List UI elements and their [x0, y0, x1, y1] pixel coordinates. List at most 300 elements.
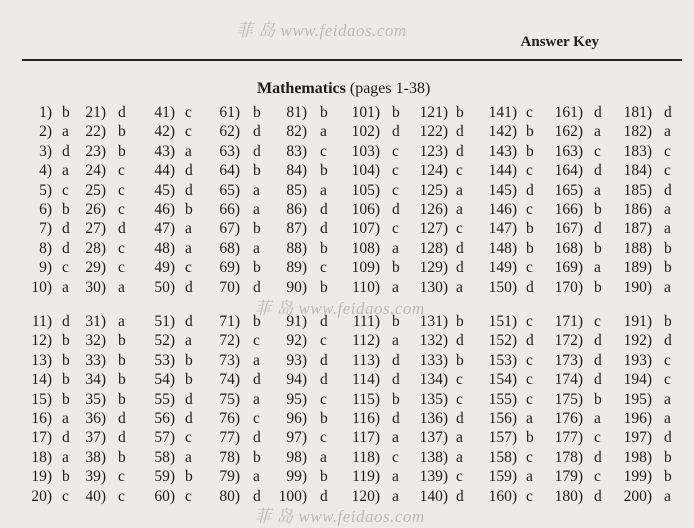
answer-letter: c — [62, 181, 69, 199]
question-number: 183) — [623, 142, 652, 160]
question-number: 114) — [352, 371, 380, 389]
answer-letter: c — [253, 332, 260, 350]
question-number: 147) — [488, 220, 517, 238]
answer-letter: c — [118, 239, 125, 257]
question-number: 155) — [488, 390, 517, 408]
question-number: 128) — [419, 239, 448, 257]
question-number: 121) — [419, 104, 448, 121]
answer-letter: b — [320, 278, 328, 296]
question-number: 126) — [419, 201, 448, 218]
question-number: 194) — [623, 371, 652, 389]
answer-letter: c — [185, 123, 192, 141]
answer-letter: c — [594, 313, 601, 330]
question-number: 187) — [623, 220, 652, 238]
question-number: 190) — [623, 278, 652, 296]
question-number: 96) — [286, 410, 307, 427]
watermark-text: www.feidaos.com — [298, 299, 425, 318]
question-number: 108) — [351, 239, 380, 257]
question-number: 158) — [488, 448, 517, 466]
answer-letter: d — [456, 239, 464, 257]
question-number: 150) — [488, 278, 517, 296]
answer-letter: d — [392, 351, 400, 369]
question-number: 178) — [554, 448, 583, 466]
question-number: 94) — [286, 371, 307, 389]
question-number: 132) — [419, 332, 448, 350]
answer-letter: d — [253, 142, 261, 160]
answer-letter: d — [253, 487, 261, 505]
answer-letter: a — [594, 181, 601, 199]
question-number: 67) — [219, 220, 240, 238]
question-number: 11) — [31, 313, 52, 330]
question-number: 48) — [154, 239, 175, 257]
answer-letter: a — [392, 278, 399, 296]
watermark-text: www.feidaos.com — [298, 507, 425, 526]
answer-letter: c — [526, 259, 533, 277]
question-number: 84) — [286, 162, 307, 180]
answer-letter: a — [185, 142, 192, 160]
question-number: 171) — [554, 313, 583, 330]
answer-letter: b — [392, 104, 400, 121]
answer-letter: d — [253, 278, 261, 296]
question-number: 186) — [623, 201, 652, 218]
answer-letter: b — [253, 104, 261, 121]
question-number: 29) — [85, 259, 106, 277]
question-number: 20) — [31, 487, 52, 505]
question-number: 5) — [39, 181, 52, 199]
question-number: 71) — [219, 313, 240, 330]
question-number: 52) — [154, 332, 175, 350]
question-number: 104) — [351, 162, 380, 180]
question-number: 26) — [85, 201, 106, 218]
answer-letter: b — [118, 448, 126, 466]
answer-letter: c — [118, 259, 125, 277]
answer-letter: a — [185, 220, 192, 238]
answer-letter: d — [118, 429, 126, 447]
question-number: 145) — [488, 181, 517, 199]
question-number: 22) — [85, 123, 106, 141]
answer-letter: a — [253, 468, 260, 486]
question-number: 73) — [219, 351, 240, 369]
answer-letter: b — [526, 429, 534, 447]
answer-letter: d — [594, 448, 602, 466]
answer-letter: c — [392, 220, 399, 238]
answer-letter: d — [594, 220, 602, 238]
question-number: 198) — [623, 448, 652, 466]
answer-letter: c — [320, 142, 327, 160]
answer-letter: b — [118, 390, 126, 408]
answer-letter: a — [456, 429, 463, 447]
question-number: 86) — [286, 201, 307, 218]
question-number: 172) — [554, 332, 583, 350]
question-number: 15) — [31, 390, 52, 408]
answer-letter: d — [185, 410, 193, 427]
question-number: 154) — [488, 371, 517, 389]
question-number: 76) — [219, 410, 240, 427]
question-number: 32) — [85, 332, 106, 350]
answer-letter: d — [392, 201, 400, 218]
answer-letter: c — [392, 181, 399, 199]
question-number: 17) — [31, 429, 52, 447]
answer-letter: c — [118, 201, 125, 218]
answer-letter: d — [594, 371, 602, 389]
question-number: 21) — [85, 104, 106, 121]
question-number: 40) — [85, 487, 106, 505]
answer-letter: b — [185, 468, 193, 486]
answer-letter: b — [456, 313, 464, 330]
question-number: 8) — [39, 239, 52, 257]
answer-letter: c — [456, 162, 463, 180]
question-number: 130) — [419, 278, 448, 296]
answer-letter: b — [185, 351, 193, 369]
answer-letter: a — [118, 313, 125, 330]
answer-letter: c — [320, 390, 327, 408]
answer-letter: a — [392, 429, 399, 447]
question-number: 117) — [352, 429, 380, 447]
question-number: 33) — [85, 351, 106, 369]
answer-letter: a — [392, 332, 399, 350]
question-number: 157) — [488, 429, 517, 447]
question-number: 152) — [488, 332, 517, 350]
answer-letter: d — [320, 351, 328, 369]
answer-letter: a — [594, 410, 601, 427]
question-number: 16) — [31, 410, 52, 427]
answer-letter: a — [253, 181, 260, 199]
answer-letter: c — [456, 371, 463, 389]
answer-letter: d — [594, 162, 602, 180]
answer-letter: b — [392, 259, 400, 277]
answer-letter: d — [392, 371, 400, 389]
question-number: 106) — [351, 201, 380, 218]
answer-letter: a — [118, 278, 125, 296]
question-number: 31) — [85, 313, 106, 330]
answer-letter: a — [185, 239, 192, 257]
question-number: 80) — [219, 487, 240, 505]
question-number: 68) — [219, 239, 240, 257]
answer-letter: d — [253, 371, 261, 389]
question-number: 57) — [154, 429, 175, 447]
question-number: 7) — [39, 220, 52, 238]
answer-letter: d — [456, 487, 464, 505]
question-number: 90) — [286, 278, 307, 296]
question-number: 137) — [419, 429, 448, 447]
answer-letter: c — [526, 313, 533, 330]
question-number: 177) — [554, 429, 583, 447]
answer-letter: b — [526, 220, 534, 238]
question-number: 129) — [419, 259, 448, 277]
answer-letter: b — [320, 410, 328, 427]
question-number: 143) — [488, 142, 517, 160]
question-number: 95) — [286, 390, 307, 408]
question-number: 35) — [85, 390, 106, 408]
question-number: 41) — [154, 104, 175, 121]
question-number: 166) — [554, 201, 583, 218]
question-number: 139) — [419, 468, 448, 486]
question-number: 79) — [219, 468, 240, 486]
answer-letter: b — [253, 220, 261, 238]
question-number: 63) — [219, 142, 240, 160]
answer-letter: c — [62, 487, 69, 505]
answer-letter: d — [456, 410, 464, 427]
question-number: 149) — [488, 259, 517, 277]
question-number: 100) — [278, 487, 307, 505]
answer-letter: d — [185, 313, 193, 330]
answer-letter: c — [594, 142, 601, 160]
section-subject: Mathematics — [257, 80, 346, 97]
question-number: 169) — [554, 259, 583, 277]
answer-letter: a — [664, 278, 671, 296]
answer-letter: c — [594, 468, 601, 486]
question-number: 37) — [85, 429, 106, 447]
answer-letter: a — [62, 162, 69, 180]
answer-letter: c — [526, 351, 533, 369]
question-number: 30) — [85, 278, 106, 296]
question-number: 189) — [623, 259, 652, 277]
answer-letter: b — [664, 468, 672, 486]
answer-letter: d — [456, 142, 464, 160]
answer-letter: c — [185, 429, 192, 447]
answer-letter: a — [392, 239, 399, 257]
answer-letter: d — [62, 313, 70, 330]
answer-letter: a — [320, 123, 327, 141]
question-number: 120) — [351, 487, 380, 505]
question-number: 118) — [352, 448, 380, 466]
question-number: 23) — [85, 142, 106, 160]
answer-letter: b — [392, 390, 400, 408]
question-number: 4) — [39, 162, 52, 180]
question-number: 81) — [286, 104, 307, 121]
answer-letter: c — [185, 104, 192, 121]
question-number: 134) — [419, 371, 448, 389]
answer-letter: c — [456, 468, 463, 486]
answer-letter: c — [664, 162, 671, 180]
question-number: 56) — [154, 410, 175, 427]
answer-letter: d — [320, 371, 328, 389]
watermark-prefix: 菲 岛 — [254, 507, 294, 526]
answer-letter: b — [456, 104, 464, 121]
answer-letter: d — [320, 220, 328, 238]
question-number: 44) — [154, 162, 175, 180]
answer-letter: b — [664, 259, 672, 277]
question-number: 140) — [419, 487, 448, 505]
answer-letter: a — [392, 487, 399, 505]
question-number: 151) — [488, 313, 517, 330]
question-number: 141) — [488, 104, 517, 121]
question-number: 19) — [31, 468, 52, 486]
answer-letter: a — [664, 123, 671, 141]
answer-letter: b — [664, 313, 672, 330]
answer-letter: c — [253, 410, 260, 427]
question-number: 182) — [623, 123, 652, 141]
question-number: 54) — [154, 371, 175, 389]
answer-letter: b — [320, 104, 328, 121]
answer-letter: d — [392, 410, 400, 427]
answer-letter: c — [392, 448, 399, 466]
question-number: 119) — [352, 468, 380, 486]
answer-letter: c — [118, 468, 125, 486]
answer-letter: a — [62, 123, 69, 141]
question-number: 161) — [554, 104, 583, 121]
question-number: 18) — [31, 448, 52, 466]
question-number: 87) — [286, 220, 307, 238]
question-number: 55) — [154, 390, 175, 408]
question-number: 25) — [85, 181, 106, 199]
answer-letter: b — [526, 239, 534, 257]
answer-letter: c — [320, 429, 327, 447]
question-number: 133) — [419, 351, 448, 369]
question-number: 77) — [219, 429, 240, 447]
answer-letter: c — [456, 390, 463, 408]
question-number: 1) — [39, 104, 52, 121]
answer-letter: b — [320, 468, 328, 486]
answer-letter: d — [456, 123, 464, 141]
answer-letter: c — [456, 220, 463, 238]
question-number: 138) — [419, 448, 448, 466]
watermark-prefix: 菲 岛 — [236, 21, 276, 40]
question-number: 98) — [286, 448, 307, 466]
answer-letter: c — [118, 162, 125, 180]
question-number: 191) — [623, 313, 652, 330]
question-number: 112) — [352, 332, 380, 350]
question-number: 193) — [623, 351, 652, 369]
answer-letter: a — [62, 448, 69, 466]
question-number: 105) — [351, 181, 380, 199]
answer-letter: a — [664, 410, 671, 427]
answer-letter: d — [594, 487, 602, 505]
answer-letter: b — [62, 468, 70, 486]
answer-letter: d — [456, 259, 464, 277]
question-number: 115) — [352, 390, 380, 408]
question-number: 66) — [219, 201, 240, 218]
answer-letter: d — [392, 123, 400, 141]
answer-letter: b — [456, 351, 464, 369]
answer-letter: c — [526, 390, 533, 408]
answer-letter: d — [594, 351, 602, 369]
answer-letter: b — [594, 278, 602, 296]
answer-letter: c — [185, 259, 192, 277]
section-pages: (pages 1-38) — [349, 80, 431, 97]
question-number: 72) — [219, 332, 240, 350]
answer-letter: d — [185, 181, 193, 199]
question-number: 91) — [286, 313, 307, 330]
answer-letter: d — [185, 162, 193, 180]
answer-letter: a — [62, 410, 69, 427]
question-number: 3) — [39, 142, 52, 160]
question-number: 122) — [419, 123, 448, 141]
watermark-prefix: 菲 岛 — [254, 299, 294, 318]
answer-letter: c — [664, 142, 671, 160]
answer-letter: d — [62, 429, 70, 447]
question-number: 162) — [554, 123, 583, 141]
answer-letter: a — [664, 220, 671, 238]
answer-letter: c — [118, 181, 125, 199]
question-number: 12) — [31, 332, 52, 350]
question-number: 153) — [488, 351, 517, 369]
answer-letter: c — [664, 371, 671, 389]
question-number: 59) — [154, 468, 175, 486]
question-number: 170) — [554, 278, 583, 296]
answer-letter: d — [594, 332, 602, 350]
question-number: 78) — [219, 448, 240, 466]
question-number: 89) — [286, 259, 307, 277]
question-number: 200) — [623, 487, 652, 505]
question-number: 174) — [554, 371, 583, 389]
answer-letter: a — [253, 390, 260, 408]
watermark-text: www.feidaos.com — [280, 21, 407, 40]
question-number: 188) — [623, 239, 652, 257]
answer-letter: a — [594, 123, 601, 141]
answer-letter: a — [526, 410, 533, 427]
question-number: 125) — [419, 181, 448, 199]
answer-letter: a — [253, 201, 260, 218]
answer-letter: a — [664, 390, 671, 408]
answer-letter: b — [118, 351, 126, 369]
question-number: 109) — [351, 259, 380, 277]
answer-letter: d — [320, 313, 328, 330]
answer-key-header: Answer Key — [520, 34, 599, 50]
question-number: 45) — [154, 181, 175, 199]
answer-letter: d — [664, 429, 672, 447]
answer-letter: b — [594, 201, 602, 218]
answer-letter: d — [664, 181, 672, 199]
answer-letter: b — [664, 239, 672, 257]
question-number: 160) — [488, 487, 517, 505]
answer-letter: d — [664, 332, 672, 350]
answer-letter: b — [62, 104, 70, 121]
question-number: 46) — [154, 201, 175, 218]
question-number: 61) — [219, 104, 240, 121]
question-number: 49) — [154, 259, 175, 277]
question-number: 9) — [39, 259, 52, 277]
answer-letter: b — [320, 162, 328, 180]
question-number: 47) — [154, 220, 175, 238]
answer-letter: c — [526, 201, 533, 218]
answer-letter: d — [62, 239, 70, 257]
question-number: 83) — [286, 142, 307, 160]
question-number: 127) — [419, 220, 448, 238]
answer-letter: a — [185, 332, 192, 350]
answer-letter: b — [253, 448, 261, 466]
question-number: 65) — [219, 181, 240, 199]
answer-letter: b — [62, 351, 70, 369]
question-number: 110) — [352, 278, 380, 296]
question-number: 88) — [286, 239, 307, 257]
answer-letter: a — [456, 278, 463, 296]
answer-letter: b — [62, 390, 70, 408]
answer-letter: d — [62, 142, 70, 160]
answer-letter: d — [185, 390, 193, 408]
question-number: 85) — [286, 181, 307, 199]
answer-letter: a — [456, 448, 463, 466]
answer-letter: d — [320, 487, 328, 505]
question-number: 101) — [351, 104, 380, 121]
answer-letter: b — [62, 371, 70, 389]
answer-letter: d — [118, 410, 126, 427]
answer-letter: c — [118, 487, 125, 505]
question-number: 124) — [419, 162, 448, 180]
question-number: 103) — [351, 142, 380, 160]
answer-letter: b — [62, 201, 70, 218]
question-number: 107) — [351, 220, 380, 238]
question-number: 102) — [351, 123, 380, 141]
answer-letter: d — [526, 332, 534, 350]
answer-letter: d — [253, 429, 261, 447]
question-number: 97) — [286, 429, 307, 447]
question-number: 34) — [85, 371, 106, 389]
answer-letter: d — [62, 220, 70, 238]
answer-letter: a — [526, 468, 533, 486]
question-number: 159) — [488, 468, 517, 486]
question-number: 111) — [352, 313, 380, 330]
